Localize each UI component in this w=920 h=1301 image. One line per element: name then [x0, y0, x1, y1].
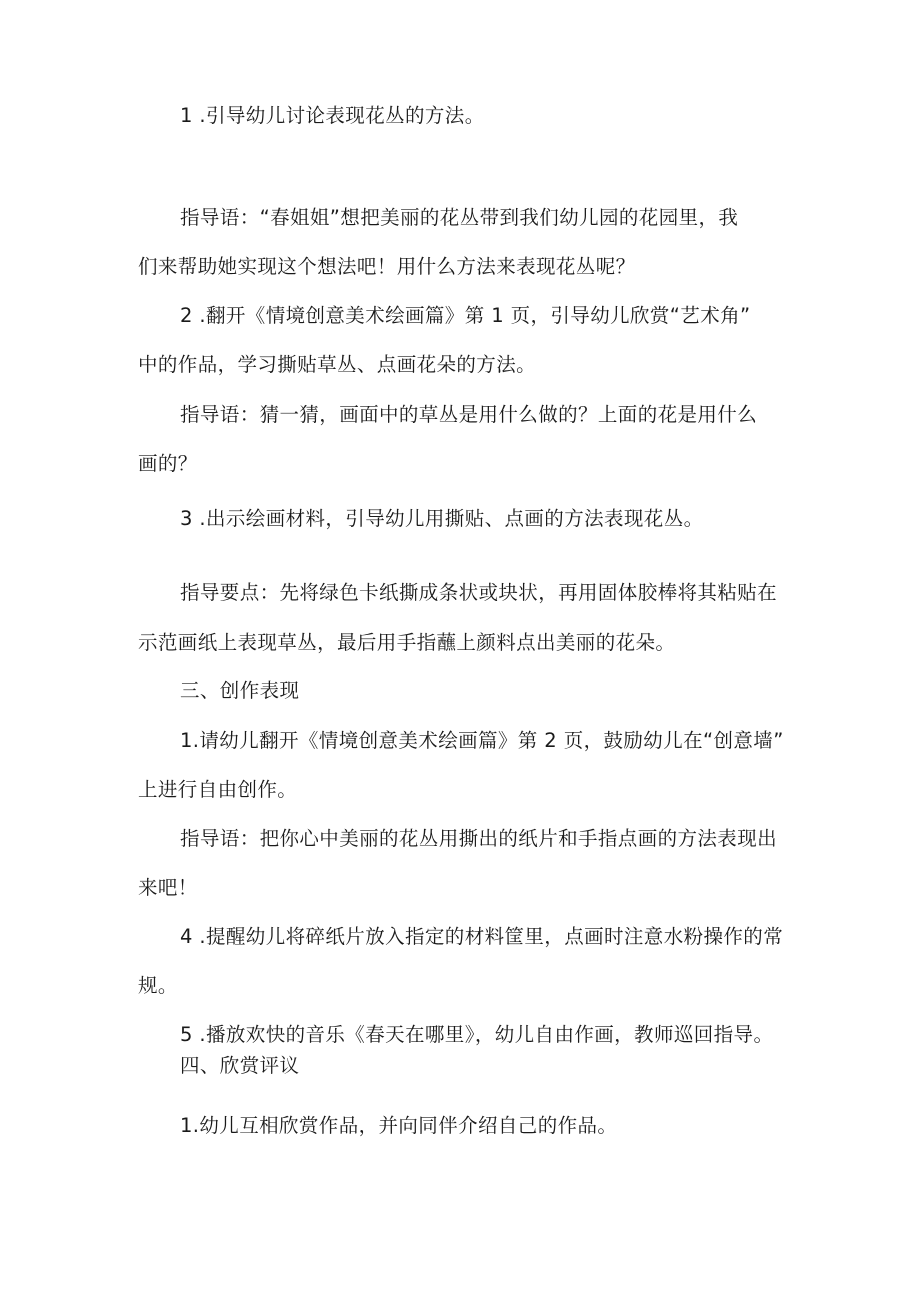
guide-speech-3-line-2: 来吧！: [138, 876, 198, 899]
guide-speech-2-line-2: 画的？: [138, 452, 198, 475]
guide-speech-1-line-1: 指导语：“春姐姐”想把美丽的花丛带到我们幼儿园的花园里，我: [180, 206, 739, 229]
step-3-heading: 3 .出示绘画材料，引导幼儿用撕贴、点画的方法表现花丛。: [180, 507, 704, 530]
guide-speech-2-line-1: 指导语：猜一猜，画面中的草丛是用什么做的？上面的花是用什么: [180, 403, 758, 426]
step-2-line-1: 2 .翻开《情境创意美术绘画篇》第 1 页，引导幼儿欣赏“艺术角”: [180, 304, 751, 327]
guide-speech-1-line-2: 们来帮助她实现这个想法吧！用什么方法来表现花丛呢？: [138, 255, 636, 278]
guide-speech-3-line-1: 指导语：把你心中美丽的花丛用撕出的纸片和手指点画的方法表现出: [180, 827, 778, 850]
step-2-line-2: 中的作品，学习撕贴草丛、点画花朵的方法。: [138, 353, 537, 376]
step-4-line-2: 规。: [138, 974, 178, 997]
guide-point-line-2: 示范画纸上表现草丛，最后用手指蘸上颜料点出美丽的花朵。: [138, 631, 676, 654]
creation-step-1-line-1: 1.请幼儿翻开《情境创意美术绘画篇》第 2 页，鼓励幼儿在“创意墙”: [180, 729, 784, 752]
section-3-heading: 三、创作表现: [180, 679, 300, 702]
step-5-line: 5 .播放欢快的音乐《春天在哪里》，幼儿自由作画，教师巡回指导。: [180, 1023, 774, 1046]
step-1-heading: 1 .引导幼儿讨论表现花丛的方法。: [180, 104, 485, 127]
section-4-heading: 四、欣赏评议: [180, 1054, 300, 1077]
creation-step-1-line-2: 上进行自由创作。: [138, 778, 298, 801]
step-4-line-1: 4 .提醒幼儿将碎纸片放入指定的材料筐里，点画时注意水粉操作的常: [180, 925, 784, 948]
guide-point-line-1: 指导要点：先将绿色卡纸撕成条状或块状，再用固体胶棒将其粘贴在: [180, 581, 778, 604]
review-step-1-line: 1.幼儿互相欣赏作品，并向同伴介绍自己的作品。: [180, 1114, 618, 1137]
